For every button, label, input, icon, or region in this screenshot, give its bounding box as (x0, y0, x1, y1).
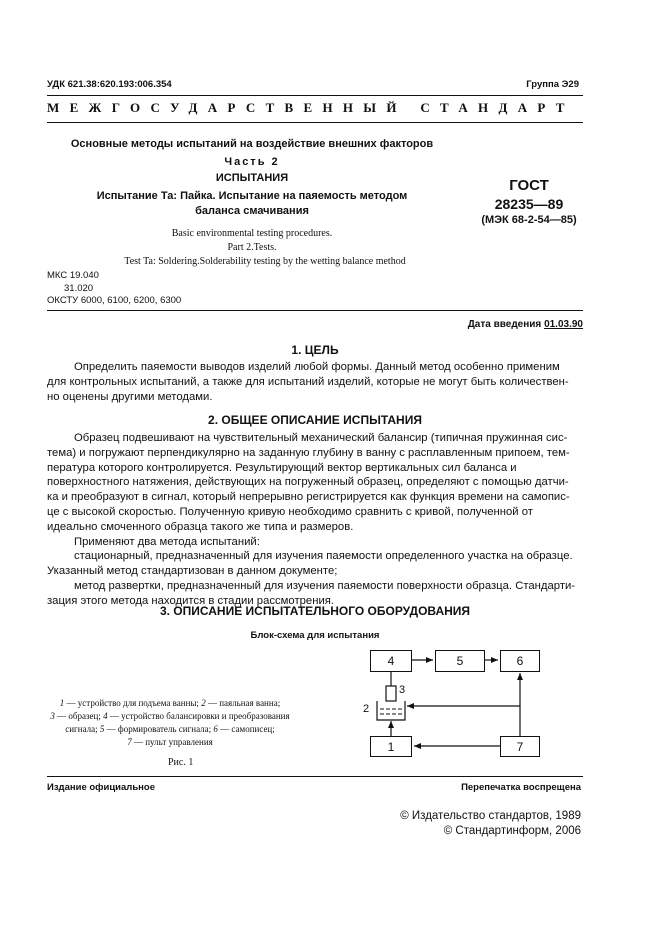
legend-text: — устройство для подъема ванны; (64, 698, 202, 708)
legend-line2 (20, 710, 320, 723)
section1-line: Определить паяемости выводов изделий любой формы. Данный метод особенно применим (74, 361, 560, 373)
legend-line1 (20, 697, 320, 710)
section2-line: ка и преобразуют в сигнал, который непрерывно регистрируется как функция времени на самопис- (47, 491, 570, 504)
section2-line: це с высокой скоростью. Полученную кривую необходимо сравнить с кривой, полученной от (47, 505, 533, 518)
section1-text (47, 360, 583, 404)
title-en2: Part 2.Tests. (227, 242, 277, 253)
legend-num: 7 (127, 737, 132, 747)
copyright-1989: © Издательство стандартов, 1989 (400, 810, 581, 822)
legend-text: — паяльная ванна; (205, 698, 281, 708)
label-2: 2 (363, 703, 370, 715)
gost-iec: (МЭК 68-2-54—85) (481, 214, 577, 226)
footer-rule (47, 776, 583, 777)
section1-line: для контрольных испытаний, а также для испытаний изделий, которые не могут быть количествен- (47, 375, 569, 388)
legend-line4 (20, 736, 320, 749)
section2-line: Образец подвешивают на чувствительный механический балансир (типичная пружинная сис- (74, 432, 568, 444)
gost-label: ГОСТ (509, 177, 549, 194)
title-line4: Испытание Та: Пайка. Испытание на паяемость методом (96, 190, 408, 202)
title-en3: Test Ta: Soldering.Solderability testing by the wetting balance method (124, 256, 406, 267)
section2-text (47, 431, 583, 609)
label-3: 3 (399, 684, 406, 696)
udk-code: УДК 621.38:620.193:006.354 (47, 79, 172, 90)
classification-rule (47, 310, 583, 311)
official-edition: Издание официальное (47, 782, 155, 793)
section2-line: стационарный, предназначенный для изучения паяемости определенного участка на образце. (74, 550, 573, 563)
section2-line: пература которого контролируется. Результирующий вектор вертикальных сил баланса и (47, 461, 517, 474)
mks-code1: МКС 19.040 (47, 270, 99, 281)
section2-line: Применяют два метода испытаний: (74, 535, 260, 548)
legend-text: — самописец; (217, 724, 275, 734)
legend-text: — образец; (54, 711, 104, 721)
diagram-legend (20, 697, 320, 749)
block-4: 4 (370, 650, 412, 672)
block-7: 7 (500, 736, 540, 757)
block-1: 1 (370, 736, 412, 757)
figure-caption: Рис. 1 (168, 757, 194, 768)
solder-bath-shape (377, 701, 405, 720)
section2-line: тема) и погружают перпендикулярно на заданную глубину в ванну с расплавленным припоем, тем- (47, 446, 570, 459)
mks-code2: 31.020 (64, 283, 94, 294)
diagram-title: Блок-схема для испытания (250, 630, 380, 641)
reprint-prohibited: Перепечатка воспрещена (461, 782, 581, 793)
legend-num: 1 (59, 698, 65, 708)
copyright-2006: © Стандартинформ, 2006 (443, 825, 581, 837)
standard-type: МЕЖГОСУДАРСТВЕННЫЙ СТАНДАРТ (47, 100, 575, 115)
section2-heading: 2. ОБЩЕЕ ОПИСАНИЕ ИСПЫТАНИЯ (208, 413, 422, 427)
section2-line: метод развертки, предназначенный для изучения паяемости поверхности образца. Стандарти- (74, 579, 576, 592)
gost-number: 28235—89 (494, 196, 564, 212)
intro-date-value: 01.03.90 (544, 319, 583, 330)
title-en1: Basic environmental testing procedures. (171, 228, 333, 239)
specimen-shape (386, 686, 396, 701)
legend-num: 5 (99, 724, 105, 734)
legend-num: 6 (213, 724, 218, 734)
title-line1: Основные методы испытаний на воздействие внешних факторов (70, 138, 434, 150)
legend-text: — пульт управления (131, 737, 213, 747)
legend-line3 (20, 723, 320, 736)
legend-text: сигнала; (65, 724, 100, 734)
legend-num: 3 (50, 711, 55, 721)
legend-num: 2 (201, 698, 206, 708)
section2-line: поверхностного натяжения, действующих на погруженный образец, определяют с помощью датчи- (47, 476, 569, 489)
section2-line: Указанный метод стандартизован в данном документе; (47, 565, 338, 578)
title-part: Часть 2 (224, 156, 280, 168)
title-line5: баланса смачивания (195, 205, 309, 217)
legend-num: 4 (103, 711, 108, 721)
section1-line: но оценены другими методами. (47, 390, 213, 403)
section1-heading: 1. ЦЕЛЬ (291, 343, 339, 357)
header-rule-bottom (47, 122, 583, 123)
okstu-code: ОКСТУ 6000, 6100, 6200, 6300 (47, 295, 182, 306)
section2-line: идеально смоченного образца такого же типа и размеров. (47, 520, 354, 533)
arrow-7-to-bath (407, 706, 520, 736)
section2-line: зация этого метода находится в стадии рассмотрения. (47, 594, 335, 607)
intro-date (468, 319, 583, 330)
group-code: Группа Э29 (526, 79, 579, 90)
legend-text: — формирователь сигнала; (104, 724, 214, 734)
section3-heading: 3. ОПИСАНИЕ ИСПЫТАТЕЛЬНОГО ОБОРУДОВАНИЯ (159, 604, 471, 618)
block-6: 6 (500, 650, 540, 672)
title-tests: ИСПЫТАНИЯ (215, 172, 289, 184)
header-rule-top (47, 95, 583, 96)
legend-text: — устройство балансировки и преобразования (107, 711, 290, 721)
intro-date-label: Дата введения (467, 319, 542, 330)
block-5: 5 (435, 650, 485, 672)
